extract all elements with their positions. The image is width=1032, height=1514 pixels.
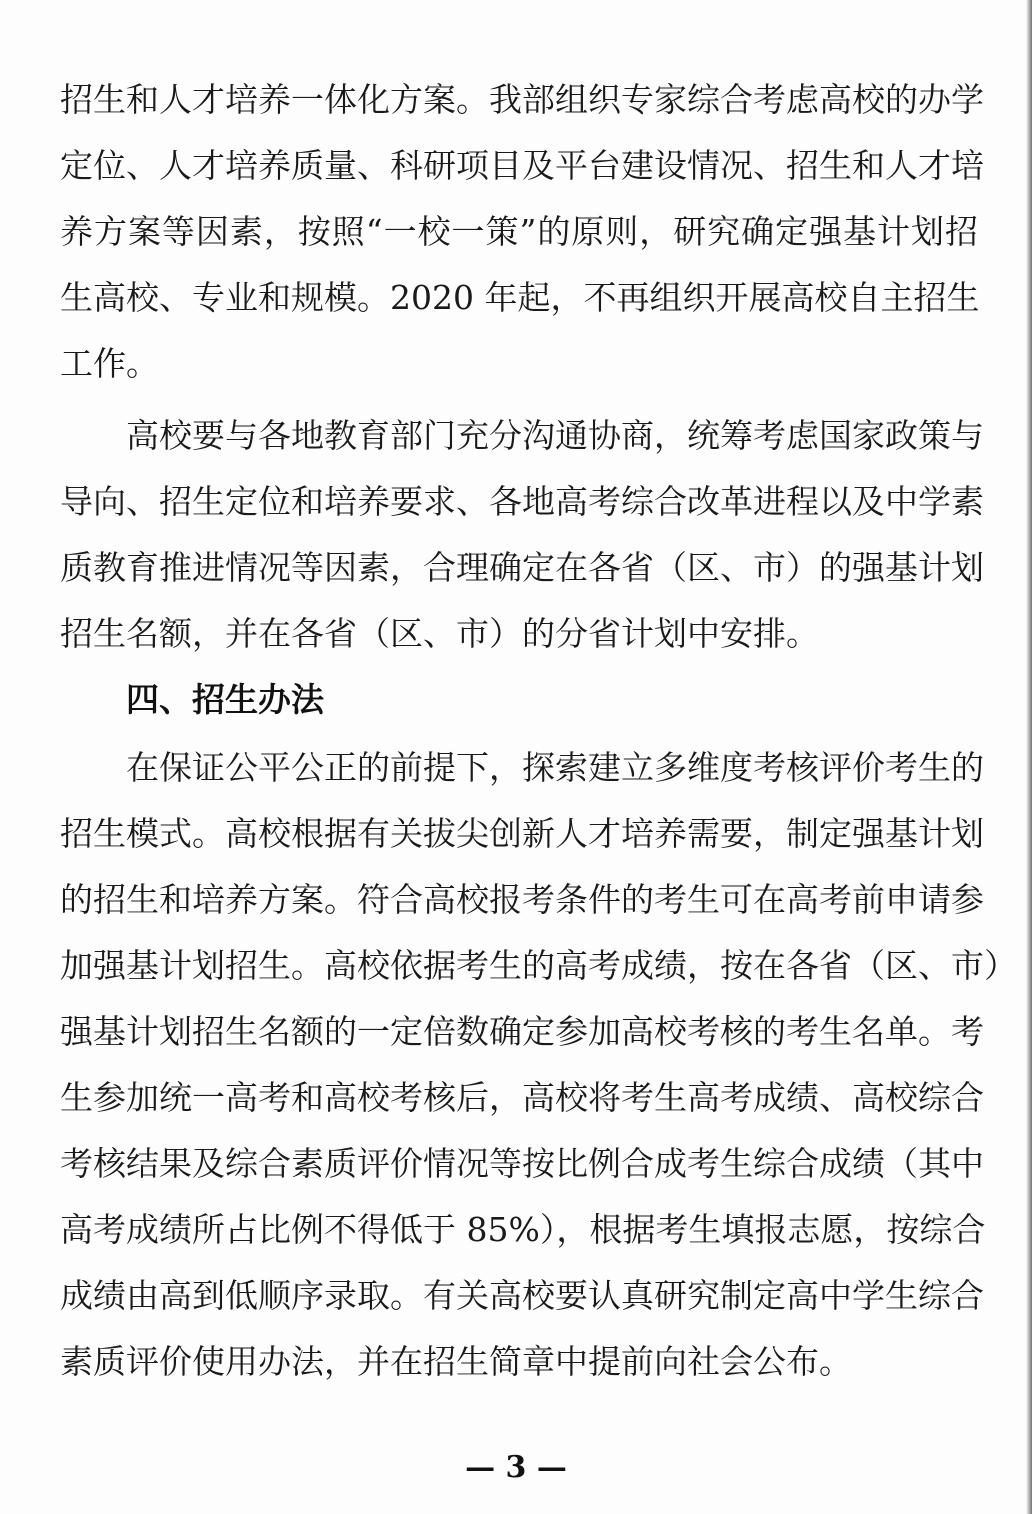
paragraph-line: 招生和人才培养一体化方案。我部组织专家综合考虑高校的办学 bbox=[60, 80, 984, 119]
paragraph-line: 的招生和培养方案。符合高校报考条件的考生可在高考前申请参 bbox=[60, 880, 984, 919]
paragraph-line: 导向、招生定位和培养要求、各地高考综合改革进程以及中学素 bbox=[60, 482, 984, 521]
section-heading: 四、招生办法 bbox=[126, 680, 324, 719]
paragraph-line: 生参加统一高考和高校考核后，高校将考生高考成绩、高校综合 bbox=[60, 1078, 984, 1117]
paragraph-line: 生高校、专业和规模。2020 年起，不再组织开展高校自主招生 bbox=[60, 278, 980, 317]
paragraph-line: 质教育推进情况等因素，合理确定在各省（区、市）的强基计划 bbox=[60, 548, 984, 587]
paragraph-line: 高考成绩所占比例不得低于 85%），根据考生填报志愿，按综合 bbox=[60, 1210, 986, 1249]
paragraph-line: 在保证公平公正的前提下，探索建立多维度考核评价考生的 bbox=[126, 748, 984, 787]
paragraph-line: 招生名额，并在各省（区、市）的分省计划中安排。 bbox=[60, 614, 819, 653]
page-number: — 3 — bbox=[465, 1450, 567, 1485]
paragraph-line: 工作。 bbox=[60, 344, 159, 383]
paragraph-line: 养方案等因素，按照“一校一策”的原则，研究确定强基计划招 bbox=[60, 212, 978, 251]
paragraph-line: 高校要与各地教育部门充分沟通协商，统筹考虑国家政策与 bbox=[126, 416, 984, 455]
page-edge-shadow bbox=[1026, 0, 1032, 1514]
paragraph-line: 招生模式。高校根据有关拔尖创新人才培养需要，制定强基计划 bbox=[60, 814, 984, 853]
paragraph-line: 成绩由高到低顺序录取。有关高校要认真研究制定高中学生综合 bbox=[60, 1276, 984, 1315]
paragraph-line: 加强基计划招生。高校依据考生的高考成绩，按在各省（区、市） bbox=[60, 946, 1017, 985]
paragraph-line: 强基计划招生名额的一定倍数确定参加高校考核的考生名单。考 bbox=[60, 1012, 984, 1051]
paragraph-line: 定位、人才培养质量、科研项目及平台建设情况、招生和人才培 bbox=[60, 146, 984, 185]
paragraph-line: 素质评价使用办法，并在招生简章中提前向社会公布。 bbox=[60, 1342, 852, 1381]
paragraph-line: 考核结果及综合素质评价情况等按比例合成考生综合成绩（其中 bbox=[60, 1144, 984, 1183]
